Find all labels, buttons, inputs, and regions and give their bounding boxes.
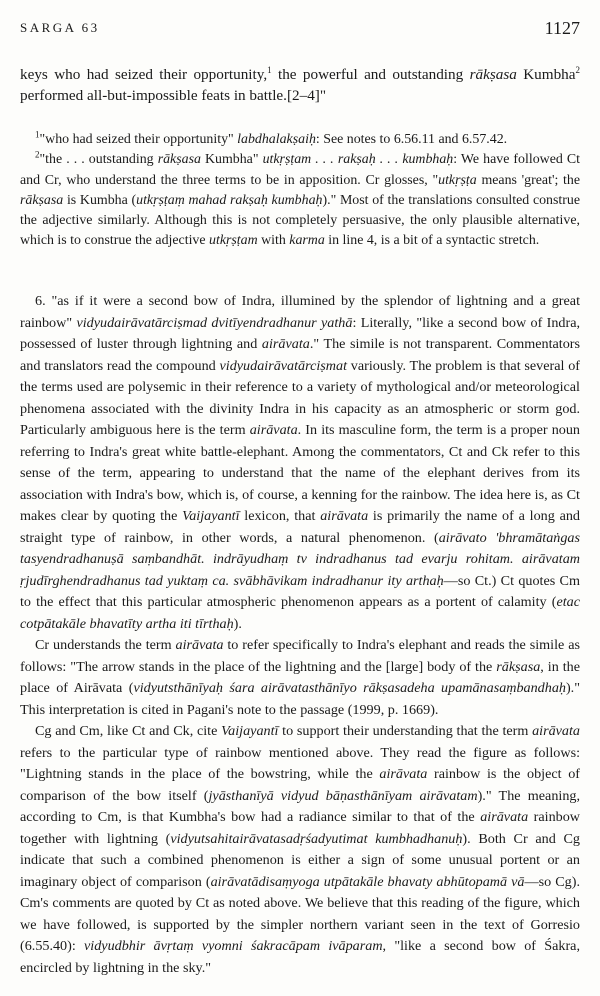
running-title: SARGA 63 [20,20,100,35]
page-number: 1127 [544,18,580,38]
page-header [20,18,580,42]
commentary [20,291,580,979]
footnote-ref-1: 1 [267,64,272,75]
translation-paragraph: keys who had seized their opportunity,$^1$ the powerful and outstanding rākṣasa Kumbha$^2$ performed all-but-impossible feats in battle.[2–4]" [20,64,580,104]
commentary-paragraph-2: Cr understands the term airāvata to refer specifically to Indra's elephant and reads the simile as follows: "The arrow stands in the place of the lightning and the [large] body of the rākṣasa, in the place of Airāvata (vidyutsthānīyaḥ śara airāvatasthānīyo rākṣasadeha upamānasaṃbandhaḥ)." This interpretation is cited in Pagani's note to the passage (1999, p. 1669). [20,637,581,718]
footnotes [20,130,580,252]
footnote-2: $^2$"the . . . outstanding rākṣasa Kumbha" utkṛṣṭam . . . rakṣaḥ . . . kumbhaḥ: We have followed Ct and Cr, who understand the three terms to be in apposition. Cr glosses, "utkṛṣṭa means 'great'; the rākṣasa is Kumbha (utkṛṣṭaṃ mahad rakṣaḥ kumbhaḥ)." Most of the translations consulted construe the adjective similarly. Although this is not completely persuasive, the only plausible alternative, which is to construe the adjective utkṛṣṭam with karma in line 4, is a bit of a syntactic stretch. [20,149,581,249]
footnote-1: $^1$"who had seized their opportunity" labdhalakṣaiḥ: See notes to 6.56.11 and 6.57.42. [35,129,508,147]
commentary-paragraph-1: 6. "as if it were a second bow of Indra, illumined by the splendor of lightning and a great rainbow" vidyudairāvatārciṣmad dvitīyendradhanur yathā: Literally, "like a second bow of Indra, possessed of luster through lightning and airāvata." The simile is not transparent. Commentators and translators read the compound vidyudairāvatārciṣmat variously. The problem is that several of the terms used are polysemic in their reference to a variety of mythological and/or meteorological phenomena associated with the divinity Indra in his capacity as an atmospheric or storm god. Particularly ambiguous here is the term airāvata. In its masculine form, the term is a proper noun referring to Indra's great white battle-elephant. Among the commentators, Ct and Ck refer to this sense of the term, appearing to understand that the name of the elephant derives from its association with Indra's bow, which is, of course, a kenning for the rainbow. The idea here is, as Ct makes clear by quoting the Vaijayantī lexicon, that airāvata is primarily the name of a long and straight type of rainbow, in other words, a natural phenomenon. (airāvato 'bhramātaṅgas tasyendradhanuṣā saṃbandhāt. indrāyudhaṃ tv indradhanus tad evarju rohitam. airāvatam ṛjudīrghendradhanus tad yuktaṃ ca. svābhāvikam indradhanur ity arthaḥ—so Ct.) Ct quotes Cm to the effect that this particular atmospheric phenomenon appears as a portent of calamity (etac cotpātakāle bhavatīty artha iti tīrthaḥ). [20,293,581,632]
footnote-ref-2: 2 [575,64,580,75]
translation-text [20,64,580,106]
commentary-paragraph-3: Cg and Cm, like Ct and Ck, cite Vaijayantī to support their understanding that the term airāvata refers to the particular type of rainbow mentioned above. They read the figure as follows: "Lightning stands in the place of the bowstring, while the airāvata rainbow is the object of comparison of the bow itself (jyāsthanīyā vidyud bāṇasthānīyam airāvatam)." The meaning, according to Cm, is that Kumbha's bow had a radiance similar to that of the airāvata rainbow together with lightning (vidyutsahitairāvatasadṛśadyutimat kumbhadhanuḥ). Both Cr and Cg indicate that such a combined phenomenon is either a sign of some unusual portent or an imaginary object of comparison (airāvatādisaṃyoga utpātakāle bhavaty abhūtopamā vā—so Cg). Cm's comments are quoted by Ct as noted above. We believe that this reading of the figure, which we have followed, is supported by the simpler northern variant seen in the text of Gorresio (6.55.40): vidyudbhir āvṛtaṃ vyomni śakracāpam ivāparam, "like a second bow of Śakra, encircled by lightning in the sky." [20,723,581,976]
